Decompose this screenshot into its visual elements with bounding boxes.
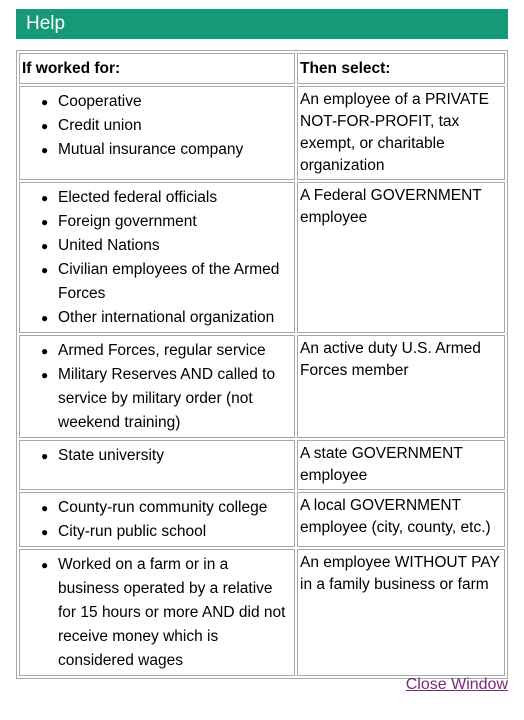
bullet-icon: ● <box>41 368 49 382</box>
worked-for-list <box>22 496 292 544</box>
bullet-icon: ● <box>41 263 49 277</box>
worked-for-list <box>22 553 292 673</box>
worked-for-cell <box>19 492 295 547</box>
then-select-cell: An employee WITHOUT PAY in a family business or farm <box>297 549 505 676</box>
table-row <box>19 182 505 333</box>
list-item: ● Mutual insurance company <box>58 138 292 162</box>
list-item: ● Foreign government <box>58 210 292 234</box>
worked-for-list <box>22 444 292 468</box>
bullet-icon: ● <box>41 239 49 253</box>
table-row <box>19 549 505 676</box>
table-row <box>19 492 505 547</box>
column-header-then-select: Then select: <box>297 53 505 84</box>
bullet-icon: ● <box>41 191 49 205</box>
bullet-icon: ● <box>41 344 49 358</box>
table-header-row <box>19 53 505 84</box>
close-window-link[interactable]: Close Window <box>405 676 508 693</box>
list-item: ● County-run community college <box>58 496 292 520</box>
list-item: ● Credit union <box>58 114 292 138</box>
bullet-icon: ● <box>41 525 49 539</box>
worked-for-cell <box>19 86 295 180</box>
worked-for-list <box>22 339 292 435</box>
worked-for-cell <box>19 440 295 490</box>
worked-for-cell <box>19 182 295 333</box>
bullet-icon: ● <box>41 95 49 109</box>
bullet-icon: ● <box>41 449 49 463</box>
bullet-icon: ● <box>41 558 49 572</box>
worked-for-list <box>22 186 292 330</box>
then-select-cell: An employee of a PRIVATE NOT-FOR-PROFIT, tax exempt, or charitable organization <box>297 86 505 180</box>
worked-for-cell <box>19 549 295 676</box>
table-row <box>19 440 505 490</box>
table-row <box>19 335 505 438</box>
bullet-icon: ● <box>41 119 49 133</box>
then-select-cell: A local GOVERNMENT employee (city, county, etc.) <box>297 492 505 547</box>
help-title-bar <box>16 9 508 39</box>
list-item: ● Elected federal officials <box>58 186 292 210</box>
worked-for-list <box>22 90 292 162</box>
then-select-cell: A Federal GOVERNMENT employee <box>297 182 505 333</box>
list-item: ● State university <box>58 444 292 468</box>
list-item: ● City-run public school <box>58 520 292 544</box>
list-item: ● Armed Forces, regular service <box>58 339 292 363</box>
column-header-worked-for: If worked for: <box>19 53 295 84</box>
list-item: ● Military Reserves AND called to service by military order (not weekend training) <box>58 363 292 435</box>
then-select-cell: A state GOVERNMENT employee <box>297 440 505 490</box>
bullet-icon: ● <box>41 501 49 515</box>
bullet-icon: ● <box>41 215 49 229</box>
table-row <box>19 86 505 180</box>
list-item: ● Cooperative <box>58 90 292 114</box>
list-item: ● Civilian employees of the Armed Forces <box>58 258 292 306</box>
list-item: ● United Nations <box>58 234 292 258</box>
list-item: ● Worked on a farm or in a business operated by a relative for 15 hours or more AND did not receive money which is considered wages <box>58 553 292 673</box>
help-table <box>16 50 508 679</box>
worked-for-cell <box>19 335 295 438</box>
bullet-icon: ● <box>41 311 49 325</box>
bullet-icon: ● <box>41 143 49 157</box>
list-item: ● Other international organization <box>58 306 292 330</box>
page-title: Help <box>26 13 66 34</box>
then-select-cell: An active duty U.S. Armed Forces member <box>297 335 505 438</box>
